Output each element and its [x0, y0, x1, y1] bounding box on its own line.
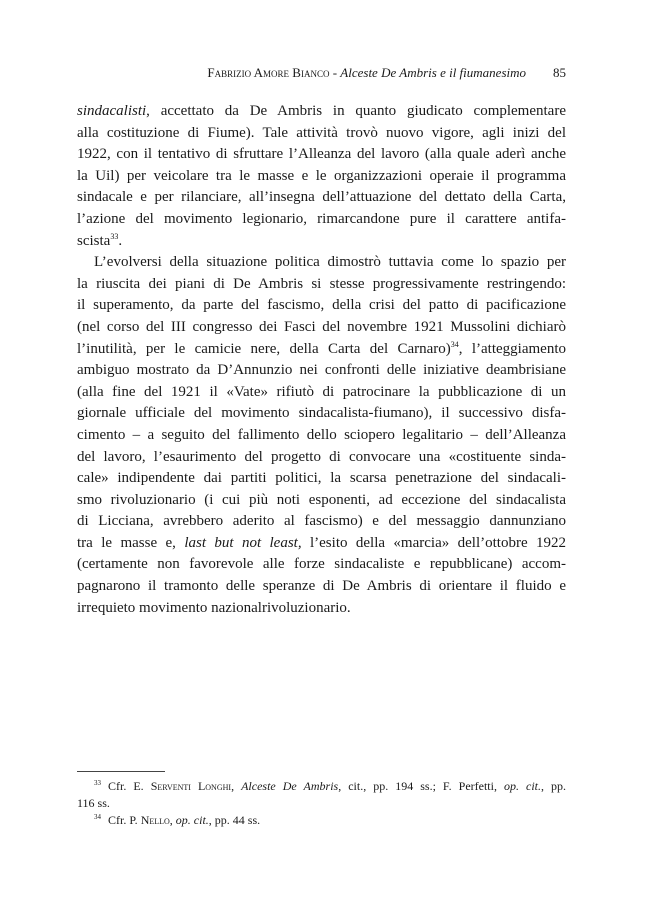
header-title: Alceste De Ambris e il fiumanesimo: [340, 65, 526, 80]
text-run: l’esito della «marcia» dell’ottobre 1922: [301, 534, 567, 551]
footnote-33-cont: 116 ss.: [77, 796, 110, 810]
text-line: [77, 533, 566, 555]
text-line: ambiguo mostrato da D’Annunzio nei confronti delle iniziative deambrisiane: [77, 362, 566, 379]
text-line: [77, 339, 566, 361]
text-line: sindacale e per rilanciare, all’insegna dell’attuazione del dettato della Carta,: [77, 189, 566, 206]
text-run: l’inutilità, per le camicie nere, della Carta del Carnaro): [77, 340, 451, 357]
text-run: ,: [231, 779, 242, 793]
text-line: cale» indipendente dai partiti politici, la scarsa penetrazione del sindacali-: [77, 470, 566, 487]
header-author: Fabrizio Amore Bianco: [207, 65, 330, 80]
text-run: , cit., pp. 194 ss.; F. Perfetti,: [338, 779, 504, 793]
text-line: smo rivoluzionario (i cui più noti esponenti, ad eccezione del sindacalista: [77, 491, 566, 508]
text-run: tra le masse e,: [77, 534, 185, 551]
running-header: [77, 63, 566, 83]
text-line: il superamento, da parte del fascismo, della crisi del patto di pacificazione: [77, 297, 566, 314]
text-line: giornale ufficiale del movimento sindacalista-fiumano), il successivo disfa-: [77, 405, 566, 422]
footnote-number: 34: [94, 813, 101, 821]
cited-title: op. cit.: [175, 813, 209, 827]
footnote-ref: 33: [110, 231, 119, 241]
text-line: (alla fine del 1921 il «Vate» rifiutò di patrocinare la pubblicazione di un: [77, 383, 566, 400]
text-line: [77, 231, 566, 253]
cited-title: Alceste De Ambris: [241, 779, 339, 793]
text-line: la Uil) per veicolare tra le masse e le organizzazioni operaie il programma: [77, 167, 566, 184]
text-line: [77, 101, 566, 123]
author-name: Serventi Longhi: [150, 779, 232, 793]
text-line: del lavoro, l’esaurimento del progetto di convocare una «costituente sinda-: [77, 448, 566, 465]
text-line: (certamente non favorevole alle forze sindacaliste e repubblicane) accom-: [77, 556, 566, 573]
text-run: , pp.: [541, 779, 567, 793]
page-number: 85: [553, 65, 566, 80]
text-run: , l’atteggiamento: [458, 340, 566, 357]
text-line: 1922, con il tentativo di sfruttare l’Alleanza del lavoro (alla quale aderì anche: [77, 146, 566, 163]
text-run: ,: [169, 813, 176, 827]
text-run: Cfr. P.: [108, 813, 141, 827]
text-run: Cfr. E.: [108, 779, 151, 793]
footnote-ref: 34: [450, 339, 459, 349]
cited-title: op. cit.: [504, 779, 542, 793]
text-run: scista: [77, 232, 111, 249]
footnote-34: [77, 812, 566, 829]
footnote-number: 33: [94, 779, 101, 787]
text-line: L’evolversi della situazione politica dimostrò tuttavia come lo spazio per: [94, 254, 566, 271]
footnote-rule: [77, 771, 165, 772]
text-line: di Licciana, avrebbero aderito al fascismo) e del messaggio dannunziano: [77, 513, 566, 530]
italic-phrase: last but not least,: [184, 534, 302, 551]
text-line: la riuscita dei piani di De Ambris si stesse progressivamente restringendo:: [77, 275, 566, 292]
running-title: [207, 63, 526, 83]
author-name: Nello: [140, 813, 170, 827]
text-run: , accettato da De Ambris in quanto giudicato complementare: [146, 103, 566, 119]
text-line: cimento – a seguito del fallimento dello sciopero legalitario – dell’Alleanza: [77, 426, 566, 443]
text-line: alla costituzione di Fiume). Tale attività trovò nuovo vigore, agli inizi del: [77, 124, 566, 141]
text-line: l’azione del movimento legionario, rimarcandone pure il carattere antifa-: [77, 210, 566, 227]
text-line: (nel corso del III congresso dei Fasci del novembre 1921 Mussolini dichiarò: [77, 318, 566, 335]
italic-term: sindacalisti: [77, 103, 147, 119]
text-line: pagnarono il tramonto delle speranze di De Ambris di orientare il fluido e: [77, 578, 566, 595]
text-line: irrequieto movimento nazionalrivoluzionario.: [77, 599, 351, 616]
footnote-33: [77, 778, 566, 795]
footnotes: [77, 778, 566, 829]
text-run: , pp. 44 ss.: [208, 813, 261, 827]
header-separator: -: [329, 65, 341, 80]
body-text: [77, 101, 566, 619]
text-run: .: [118, 232, 123, 249]
